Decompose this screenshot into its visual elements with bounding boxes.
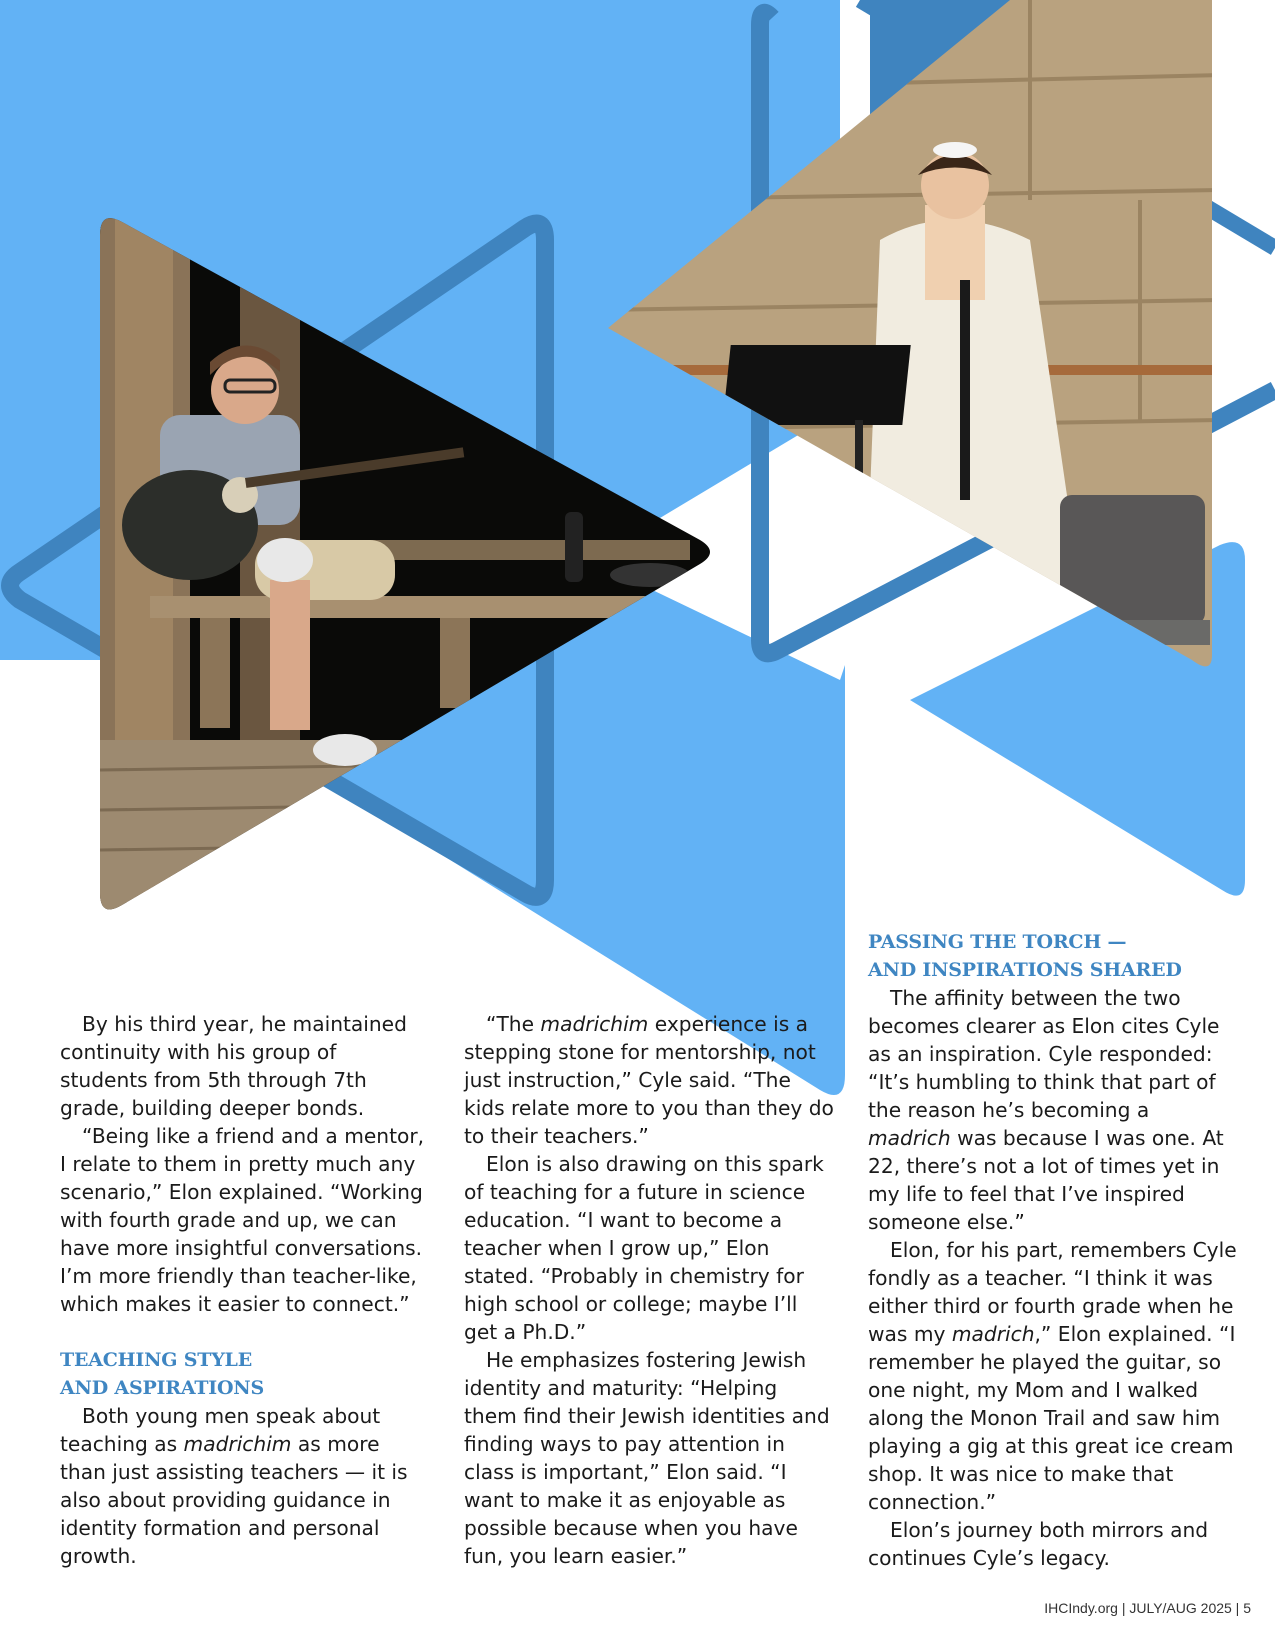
italic-term: madrichim <box>183 1432 292 1456</box>
italic-term: madrich <box>868 1126 951 1150</box>
article-column-3 <box>868 928 1238 1572</box>
text-span: The affinity between the two becomes clearer as Elon cites Cyle as an inspiration. Cyle responded: “It’s humbling to think that part of the reason he’s becoming a <box>868 986 1220 1122</box>
text-span: ,” Elon explained. “I remember he played the guitar, so one night, my Mom and I walked along the Monon Trail and saw him playing a gig at this great ice cream shop. It was nice to make that connection.” <box>868 1322 1236 1514</box>
paragraph <box>868 984 1238 1236</box>
paragraph: Elon is also drawing on this spark of teaching for a future in science education. “I want to become a teacher when I grow up,” Elon stated. “Probably in chemistry for high school or college; maybe I’ll get a Ph.D.” <box>464 1152 824 1344</box>
text-span: Elon, for his part, remembers Cyle fondly as a teacher. “I think it was either third or fourth grade when he was my <box>868 1238 1237 1346</box>
paragraph <box>60 1402 430 1570</box>
heading-line: AND ASPIRATIONS <box>60 1377 264 1399</box>
paragraph: He emphasizes fostering Jewish identity and maturity: “Helping them find their Jewish identities and finding ways to pay attention in class is important,” Elon said. “I want to make it as enjoyable as possible because when you have fun, you learn easier.” <box>464 1348 830 1568</box>
heading-line: AND INSPIRATIONS SHARED <box>868 959 1182 981</box>
text-span: “The <box>486 1012 541 1036</box>
text-span: experience is a stepping stone for mentorship, not just instruction,” Cyle said. “The kids relate more to you than they do to their teachers.” <box>464 1012 834 1148</box>
page-footer <box>1044 1600 1251 1616</box>
heading-line: PASSING THE TORCH — <box>868 931 1127 953</box>
heading-line: TEACHING STYLE <box>60 1349 252 1371</box>
text-span: as more than just assisting teachers — it is also about providing guidance in identity formation and personal growth. <box>60 1432 408 1568</box>
paragraph <box>464 1010 834 1150</box>
paragraph: Elon’s journey both mirrors and continues Cyle’s legacy. <box>868 1518 1209 1570</box>
section-heading-teaching-style <box>60 1346 430 1402</box>
article-column-2 <box>464 1010 834 1570</box>
section-heading-passing-the-torch <box>868 928 1238 984</box>
italic-term: madrichim <box>540 1012 649 1036</box>
text-span: was because I was one. At 22, there’s not a lot of times yet in my life to feel that I’ve inspired someone else.” <box>868 1126 1224 1234</box>
paragraph: By his third year, he maintained continuity with his group of students from 5th through 7th grade, building deeper bonds. <box>60 1012 407 1120</box>
italic-term: madrich <box>951 1322 1035 1346</box>
article-column-1 <box>60 1010 430 1570</box>
footer-text: IHCIndy.org | JULY/AUG 2025 | 5 <box>1044 1600 1251 1616</box>
text-span: Both young men speak about teaching as <box>60 1404 381 1456</box>
paragraph: “Being like a friend and a mentor, I relate to them in pretty much any scenario,” Elon explained. “Working with fourth grade and up, we can have more insightful conversations. I’m more friendly than teacher-like, which makes it easier to connect.” <box>60 1124 425 1316</box>
paragraph <box>868 1236 1238 1516</box>
